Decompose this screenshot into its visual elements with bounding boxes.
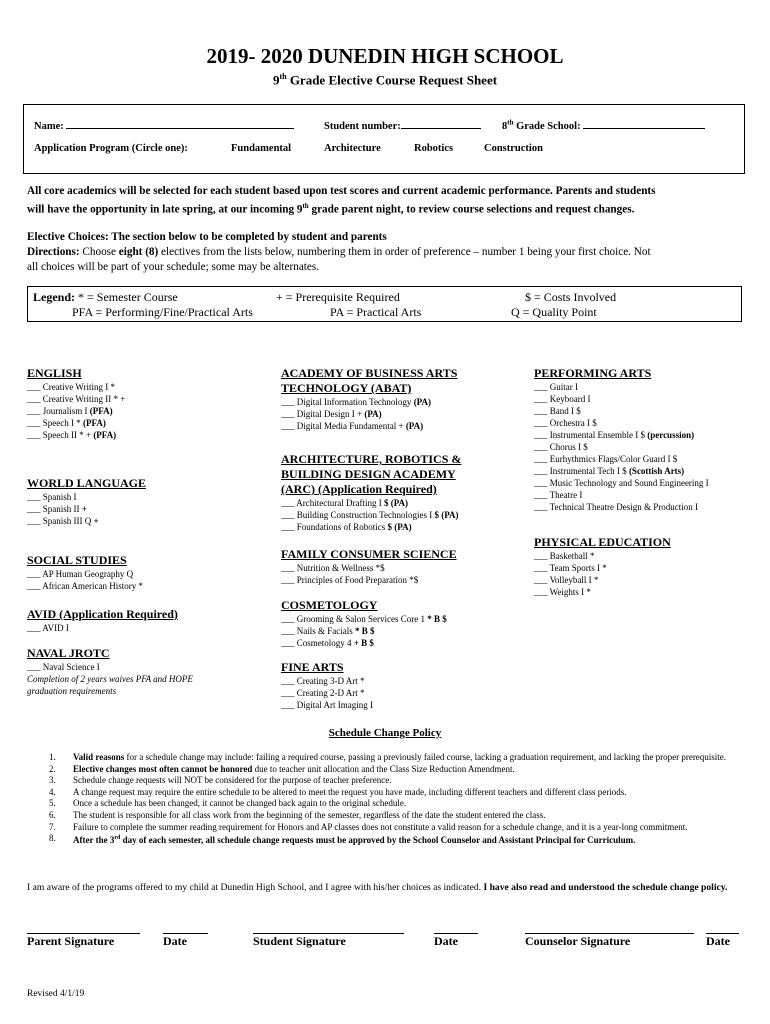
- student-signature[interactable]: Student Signature: [253, 933, 404, 949]
- course-item[interactable]: ___ Digital Art Imaging I: [281, 700, 373, 710]
- section-naval-jrotc: NAVAL JROTC ___ Naval Science I Completion of 2 years waives PFA and HOPE graduation requirements: [27, 646, 267, 697]
- page-title: 2019- 2020 DUNEDIN HIGH SCHOOL: [206, 44, 564, 68]
- policy-item: 7. Failure to complete the summer reading requirement for Honors and AP classes does not constitute a valid reason for a schedule change, and it is a year-long commitment.: [49, 821, 688, 832]
- policy-item: 2. Elective changes most often cannot be honored due to teacher unit allocation and the Class Size Reduction Amendment.: [49, 763, 515, 774]
- course-item[interactable]: ___ Digital Design I + (PA): [281, 409, 382, 419]
- course-item[interactable]: ___ Journalism I (PFA): [27, 406, 113, 416]
- course-item[interactable]: ___ Grooming & Salon Services Core 1 * B $: [281, 614, 447, 624]
- course-item[interactable]: ___ Technical Theatre Design & Production I: [534, 502, 698, 512]
- course-item[interactable]: ___ AVID I: [27, 623, 69, 633]
- course-item[interactable]: ___ Orchestra I $: [534, 418, 597, 428]
- elective-heading: Elective Choices: The section below to be completed by student and parents: [27, 231, 387, 243]
- course-item[interactable]: ___ Architectural Drafting I $ (PA): [281, 498, 409, 508]
- section-abat: ACADEMY OF BUSINESS ARTS TECHNOLOGY (ABAT) ___ Digital Information Technology (PA) ___ Digital Design I + (PA) ___ Digital Media Fundamental + (PA): [281, 366, 521, 432]
- acknowledgement: I am aware of the programs offered to my child at Dunedin High School, and I agree with his/her choices as indicated. I have also read and understood the schedule change policy.: [27, 882, 728, 893]
- directions: Directions: Choose eight (8) electives from the lists below, numbering them in order of preference – number 1 being your first choice. Not all choices will be part of your schedule; some may be alternates.: [27, 246, 651, 273]
- course-item[interactable]: ___ Band I $: [534, 406, 581, 416]
- course-item[interactable]: ___ Digital Media Fundamental + (PA): [281, 421, 424, 431]
- course-item[interactable]: ___ Basketball *: [534, 551, 595, 561]
- course-item[interactable]: ___ Music Technology and Sound Engineering I: [534, 478, 709, 488]
- student-number-field[interactable]: Student number:: [324, 117, 481, 132]
- course-item[interactable]: ___ Speech I * (PFA): [27, 418, 106, 428]
- legend-prereq: + = Prerequisite Required: [276, 290, 400, 304]
- policy-item: 6. The student is responsible for all class work from the beginning of the semester, regardless of the date the student entered the class.: [49, 809, 546, 820]
- course-item[interactable]: ___ AP Human Geography Q: [27, 569, 134, 579]
- course-item[interactable]: ___ Naval Science I: [27, 662, 100, 672]
- parent-signature[interactable]: Parent Signature: [27, 933, 140, 949]
- intro-paragraph: All core academics will be selected for each student based upon test scores and current academic performance. Parents and students will have the opportunity in late spring, at our incoming 9th grade parent night, to review course selections and request changes.: [27, 185, 656, 216]
- legend-pa: PA = Practical Arts: [330, 305, 422, 319]
- course-item[interactable]: ___ Creative Writing II * +: [27, 394, 126, 404]
- grade-school-field[interactable]: 8th Grade School:: [502, 117, 705, 132]
- section-arc: ARCHITECTURE, ROBOTICS & BUILDING DESIGN ACADEMY (ARC) (Application Required) ___ Architectural Drafting I $ (PA) ___ Building Construction Technologies I $ (PA) ___ Foundations of Robotics $ (PA): [281, 452, 521, 533]
- student-info-box: [23, 104, 745, 174]
- course-item[interactable]: ___ Building Construction Technologies I $ (PA): [281, 510, 459, 520]
- course-item[interactable]: ___ Speech II * + (PFA): [27, 430, 117, 440]
- course-item[interactable]: ___ Digital Information Technology (PA): [281, 397, 432, 407]
- course-item[interactable]: ___ Team Sports I *: [534, 563, 607, 573]
- course-item[interactable]: ___ Weights I *: [534, 587, 591, 597]
- section-english: ENGLISH ___ Creative Writing I * ___ Creative Writing II * + ___ Journalism I (PFA) ___ Speech I * (PFA) ___ Speech II * + (PFA): [27, 366, 267, 441]
- jrotc-note: Completion of 2 years waives PFA and HOPE graduation requirements: [27, 674, 193, 696]
- course-item[interactable]: ___ Principles of Food Preparation *$: [281, 575, 419, 585]
- course-item[interactable]: ___ Creative Writing I *: [27, 382, 115, 392]
- course-item[interactable]: ___ Creating 3-D Art *: [281, 676, 365, 686]
- policy-item: 1. Valid reasons for a schedule change may include: failing a required course, passing a previously failed course, lacking a graduation requirement, and lacking the proper prerequisite.: [49, 752, 727, 762]
- section-performing-arts: PERFORMING ARTS ___ Guitar I ___ Keyboard I ___ Band I $ ___ Orchestra I $ ___ Instrumental Ensemble I $ (percussion) ___ Chorus I $ ___ Eurhythmics Flags/Color Guard I $ ___ Instrumental Tech I $ (Scottish Arts) ___ Music Technology and Sound Engineering I ___ Theatre I ___ Technical Theatre Design & Production I: [534, 366, 754, 513]
- program-option-fundamental[interactable]: Fundamental: [231, 143, 292, 154]
- program-option-robotics[interactable]: Robotics: [414, 143, 454, 154]
- policy-item: 5. Once a schedule has been changed, it cannot be changed back again to the original schedule.: [49, 798, 407, 809]
- course-item[interactable]: ___ Instrumental Ensemble I $ (percussion): [534, 430, 695, 440]
- revised-date: Revised 4/1/19: [27, 989, 85, 999]
- course-item[interactable]: ___ Keyboard I: [534, 394, 591, 404]
- counselor-signature[interactable]: Counselor Signature: [525, 933, 694, 949]
- course-item[interactable]: ___ Creating 2-D Art *: [281, 688, 365, 698]
- section-avid: AVID (Application Required) ___ AVID I: [27, 607, 267, 634]
- course-item[interactable]: ___ Instrumental Tech I $ (Scottish Arts): [534, 466, 685, 476]
- legend-semester: Legend: * = Semester Course: [33, 290, 178, 304]
- section-family-consumer-science: FAMILY CONSUMER SCIENCE ___ Nutrition & Wellness *$ ___ Principles of Food Preparation *$: [281, 547, 521, 586]
- legend-quality: Q = Quality Point: [511, 305, 597, 319]
- section-world-language: WORLD LANGUAGE ___ Spanish I ___ Spanish II + ___ Spanish III Q +: [27, 476, 267, 527]
- policy-item: 8. After the 3rd day of each semester, all schedule change requests must be approved by the School Counselor and Assistant Principal for Curriculum.: [49, 833, 636, 846]
- program-label: Application Program (Circle one):: [34, 143, 188, 154]
- course-item[interactable]: ___ African American History *: [27, 581, 143, 591]
- page-subtitle: 9th Grade Elective Course Request Sheet: [272, 72, 498, 88]
- course-item[interactable]: ___ Nails & Facials * B $: [281, 626, 375, 636]
- course-item[interactable]: ___ Spanish II +: [27, 504, 87, 514]
- course-item[interactable]: ___ Chorus I $: [534, 442, 588, 452]
- policy-list: [27, 752, 745, 847]
- legend-pfa: PFA = Performing/Fine/Practical Arts: [72, 305, 253, 319]
- course-item[interactable]: ___ Volleyball I *: [534, 575, 599, 585]
- course-item[interactable]: ___ Eurhythmics Flags/Color Guard I $: [534, 454, 678, 464]
- section-physical-education: PHYSICAL EDUCATION ___ Basketball * ___ Team Sports I * ___ Volleyball I * ___ Weights I *: [534, 535, 754, 598]
- course-item[interactable]: ___ Theatre I: [534, 490, 583, 500]
- course-item[interactable]: ___ Nutrition & Wellness *$: [281, 563, 385, 573]
- legend-costs: $ = Costs Involved: [525, 290, 617, 304]
- course-item[interactable]: ___ Cosmetology 4 + B $: [281, 638, 374, 648]
- name-field[interactable]: Name:: [34, 117, 294, 132]
- parent-date[interactable]: Date: [163, 933, 208, 949]
- course-item[interactable]: ___ Guitar I: [534, 382, 578, 392]
- program-option-architecture[interactable]: Architecture: [324, 143, 381, 154]
- course-item[interactable]: ___ Spanish I: [27, 492, 77, 502]
- course-item[interactable]: ___ Foundations of Robotics $ (PA): [281, 522, 412, 532]
- counselor-date[interactable]: Date: [706, 933, 739, 949]
- policy-title: Schedule Change Policy: [328, 727, 442, 739]
- section-cosmetology: COSMETOLOGY ___ Grooming & Salon Services Core 1 * B $ ___ Nails & Facials * B $ ___ Cosmetology 4 + B $: [281, 598, 521, 649]
- program-option-construction[interactable]: Construction: [484, 143, 543, 154]
- policy-item: 4. A change request may require the entire schedule to be altered to meet the request you have made, including different teachers and different class periods.: [49, 786, 627, 797]
- policy-item: 3. Schedule change requests will NOT be considered for the purpose of teacher preference.: [49, 775, 392, 786]
- section-fine-arts: FINE ARTS ___ Creating 3-D Art * ___ Creating 2-D Art * ___ Digital Art Imaging I: [281, 660, 521, 711]
- student-date[interactable]: Date: [434, 933, 478, 949]
- legend-box: [27, 286, 742, 322]
- course-item[interactable]: ___ Spanish III Q +: [27, 516, 99, 526]
- section-social-studies: SOCIAL STUDIES ___ AP Human Geography Q ___ African American History *: [27, 553, 267, 592]
